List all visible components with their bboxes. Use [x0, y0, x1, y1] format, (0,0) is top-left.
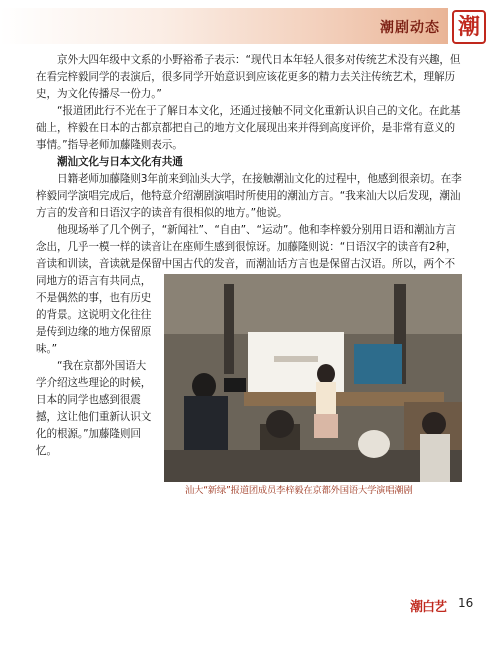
article-paragraph-2: “报道团此行不光在于了解日本文化，还通过接触不同文化重新认识自己的文化。在此基础上，梓毅在日本的古都京都把自己的地方文化展现出来并得到高度评价，是非常有意义的事情。”指导老师加藤隆则表示。	[36, 105, 461, 151]
article-photo	[164, 274, 462, 500]
article-paragraph-4-text: 他现场举了几个例子，“新闻社”、“自由”、“运动”。他和李梓毅分别用日语和潮汕方言念出，几乎一模一样的读音让在座师生感到很惊讶。加藤隆则说：“日语汉字的读音有2种，音读和训读，音读就是保留中国古代的发音，而潮汕话方言也是保留古汉语。所以，两个不同地方的语言有共同点，不是偶然的事，也有历史的背景。这说明文化往往是传到边缘的地方保留原味。”	[36, 224, 457, 355]
article-paragraph-5: “我在京都外国语大学介绍这些理论的时候，日本的同学也感到很震撼，这让他们重新认识文化的根源。”加藤隆则回忆。	[36, 360, 152, 457]
photo-caption: 汕大“新绿”报道团成员李梓毅在京都外国语大学演唱潮剧	[185, 485, 413, 496]
magazine-logo: 潮白艺	[410, 600, 447, 615]
article-paragraph-3: 日籍老师加藤隆则3年前来到汕头大学，在接触潮汕文化的过程中，他感到很亲切。在李梓毅同学演唱完成后，他特意介绍潮剧演唱时所使用的潮汕方言。“我来汕大以后发现，潮汕方言的发音和日语汉字的读音有很相似的地方。”他说。	[36, 173, 462, 219]
article-subheading: 潮汕文化与日本文化有共通	[57, 156, 183, 168]
header-bar	[0, 8, 448, 44]
seal-logo-icon: 潮	[452, 10, 486, 44]
article-paragraph-1: 京外大四年级中文系的小野裕希子表示：“现代日本年轻人很多对传统艺术没有兴趣，但在看完梓毅同学的表演后，很多同学开始意识到应该花更多的精力去关注传统艺术，理解历史，为文化传播尽一份力。”	[36, 54, 461, 100]
page-number: 16	[458, 596, 474, 610]
article-body	[36, 52, 462, 500]
performance-photo-illustration	[164, 274, 462, 482]
section-title: 潮剧动态	[380, 20, 440, 36]
